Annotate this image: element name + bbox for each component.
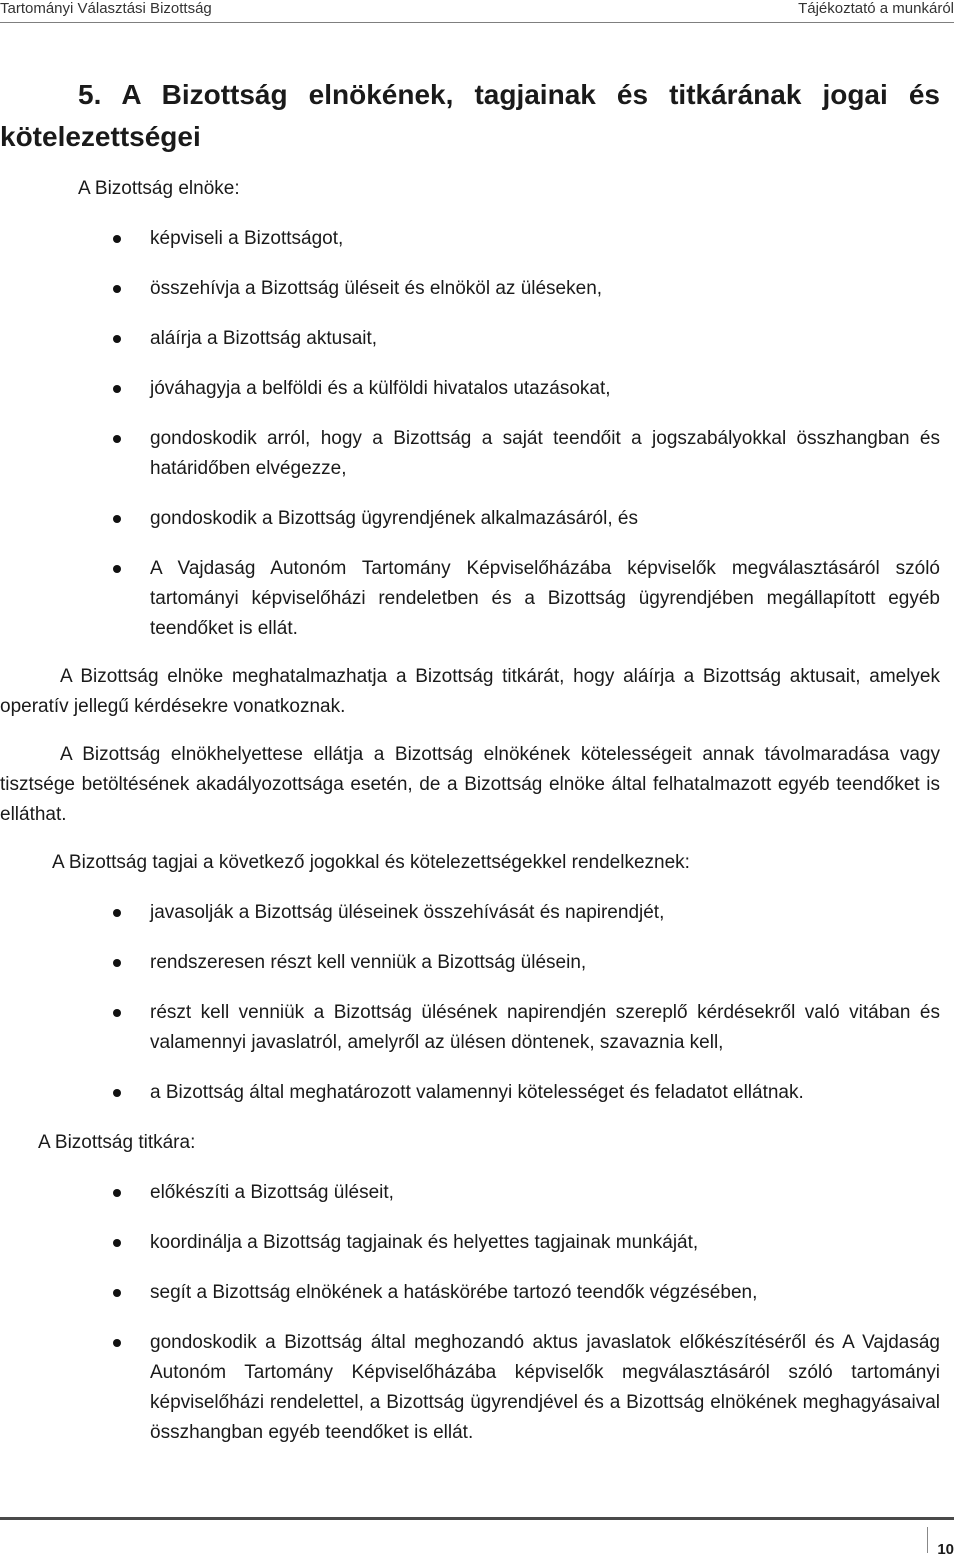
chair-duties-list	[0, 224, 940, 644]
list-item: aláírja a Bizottság aktusait,	[0, 324, 940, 354]
list-item: rendszeresen részt kell venniük a Bizottság ülésein,	[0, 948, 940, 978]
members-duties-list	[0, 898, 940, 1108]
chair-intro: A Bizottság elnöke:	[78, 178, 240, 199]
header-right-title: Tájékoztató a munkáról	[798, 0, 954, 17]
footer-rule	[0, 1517, 954, 1520]
list-item: jóváhagyja a belföldi és a külföldi hivatalos utazásokat,	[0, 374, 940, 404]
document-body	[0, 74, 940, 1448]
authorize-paragraph: A Bizottság elnöke meghatalmazhatja a Bizottság titkárát, hogy aláírja a Bizottság aktusait, amelyek operatív jellegű kérdésekre vonatkoznak.	[0, 666, 940, 717]
header-left-title: Tartományi Választási Bizottság	[0, 0, 212, 17]
list-item: összehívja a Bizottság üléseit és elnököl az üléseken,	[0, 274, 940, 304]
list-item: a Bizottság által meghatározott valamennyi kötelességet és feladatot ellátnak.	[0, 1078, 940, 1108]
section-heading: 5. A Bizottság elnökének, tagjainak és titkárának jogai és kötelezettségei	[0, 79, 940, 152]
list-item: segít a Bizottság elnökének a hatáskörébe tartozó teendők végzésében,	[0, 1278, 940, 1308]
page-header	[0, 0, 954, 23]
secretary-duties-list	[0, 1178, 940, 1448]
list-item: javasolják a Bizottság üléseinek összehívását és napirendjét,	[0, 898, 940, 928]
list-item: képviseli a Bizottságot,	[0, 224, 940, 254]
page-number: 10	[937, 1541, 954, 1558]
list-item: előkészíti a Bizottság üléseit,	[0, 1178, 940, 1208]
list-item: gondoskodik arról, hogy a Bizottság a saját teendőit a jogszabályokkal összhangban és határidőben elvégezze,	[0, 424, 940, 484]
list-item: részt kell venniük a Bizottság ülésének napirendjén szereplő kérdésekről való vitában és valamennyi javaslatról, amelyről az ülésen döntenek, szavaznia kell,	[0, 998, 940, 1058]
list-item: koordinálja a Bizottság tagjainak és helyettes tagjainak munkáját,	[0, 1228, 940, 1258]
list-item: gondoskodik a Bizottság által meghozandó aktus javaslatok előkészítéséről és A Vajdaság Autonóm Tartomány Képviselőházába képviselők megválasztásáról szóló tartományi képviselőházi rendelettel, a Bizottság ügyrendjével és a Bizottság elnökének meghagyásaival összhangban egyéb teendőket is ellát.	[0, 1328, 940, 1448]
secretary-intro: A Bizottság titkára:	[38, 1132, 196, 1153]
list-item: gondoskodik a Bizottság ügyrendjének alkalmazásáról, és	[0, 504, 940, 534]
members-intro: A Bizottság tagjai a következő jogokkal és kötelezettségekkel rendelkeznek:	[52, 852, 690, 873]
list-item: A Vajdaság Autonóm Tartomány Képviselőházába képviselők megválasztásáról szóló tartományi képviselőházi rendeletben és a Bizottság ügyrendjében megállapított egyéb teendőket is ellát.	[0, 554, 940, 644]
deputy-paragraph: A Bizottság elnökhelyettese ellátja a Bizottság elnökének kötelességeit annak távolmaradása vagy tisztsége betöltésének akadályozottsága esetén, de a Bizottság elnöke által felhatalmazott egyéb teendőket is elláthat.	[0, 744, 940, 825]
